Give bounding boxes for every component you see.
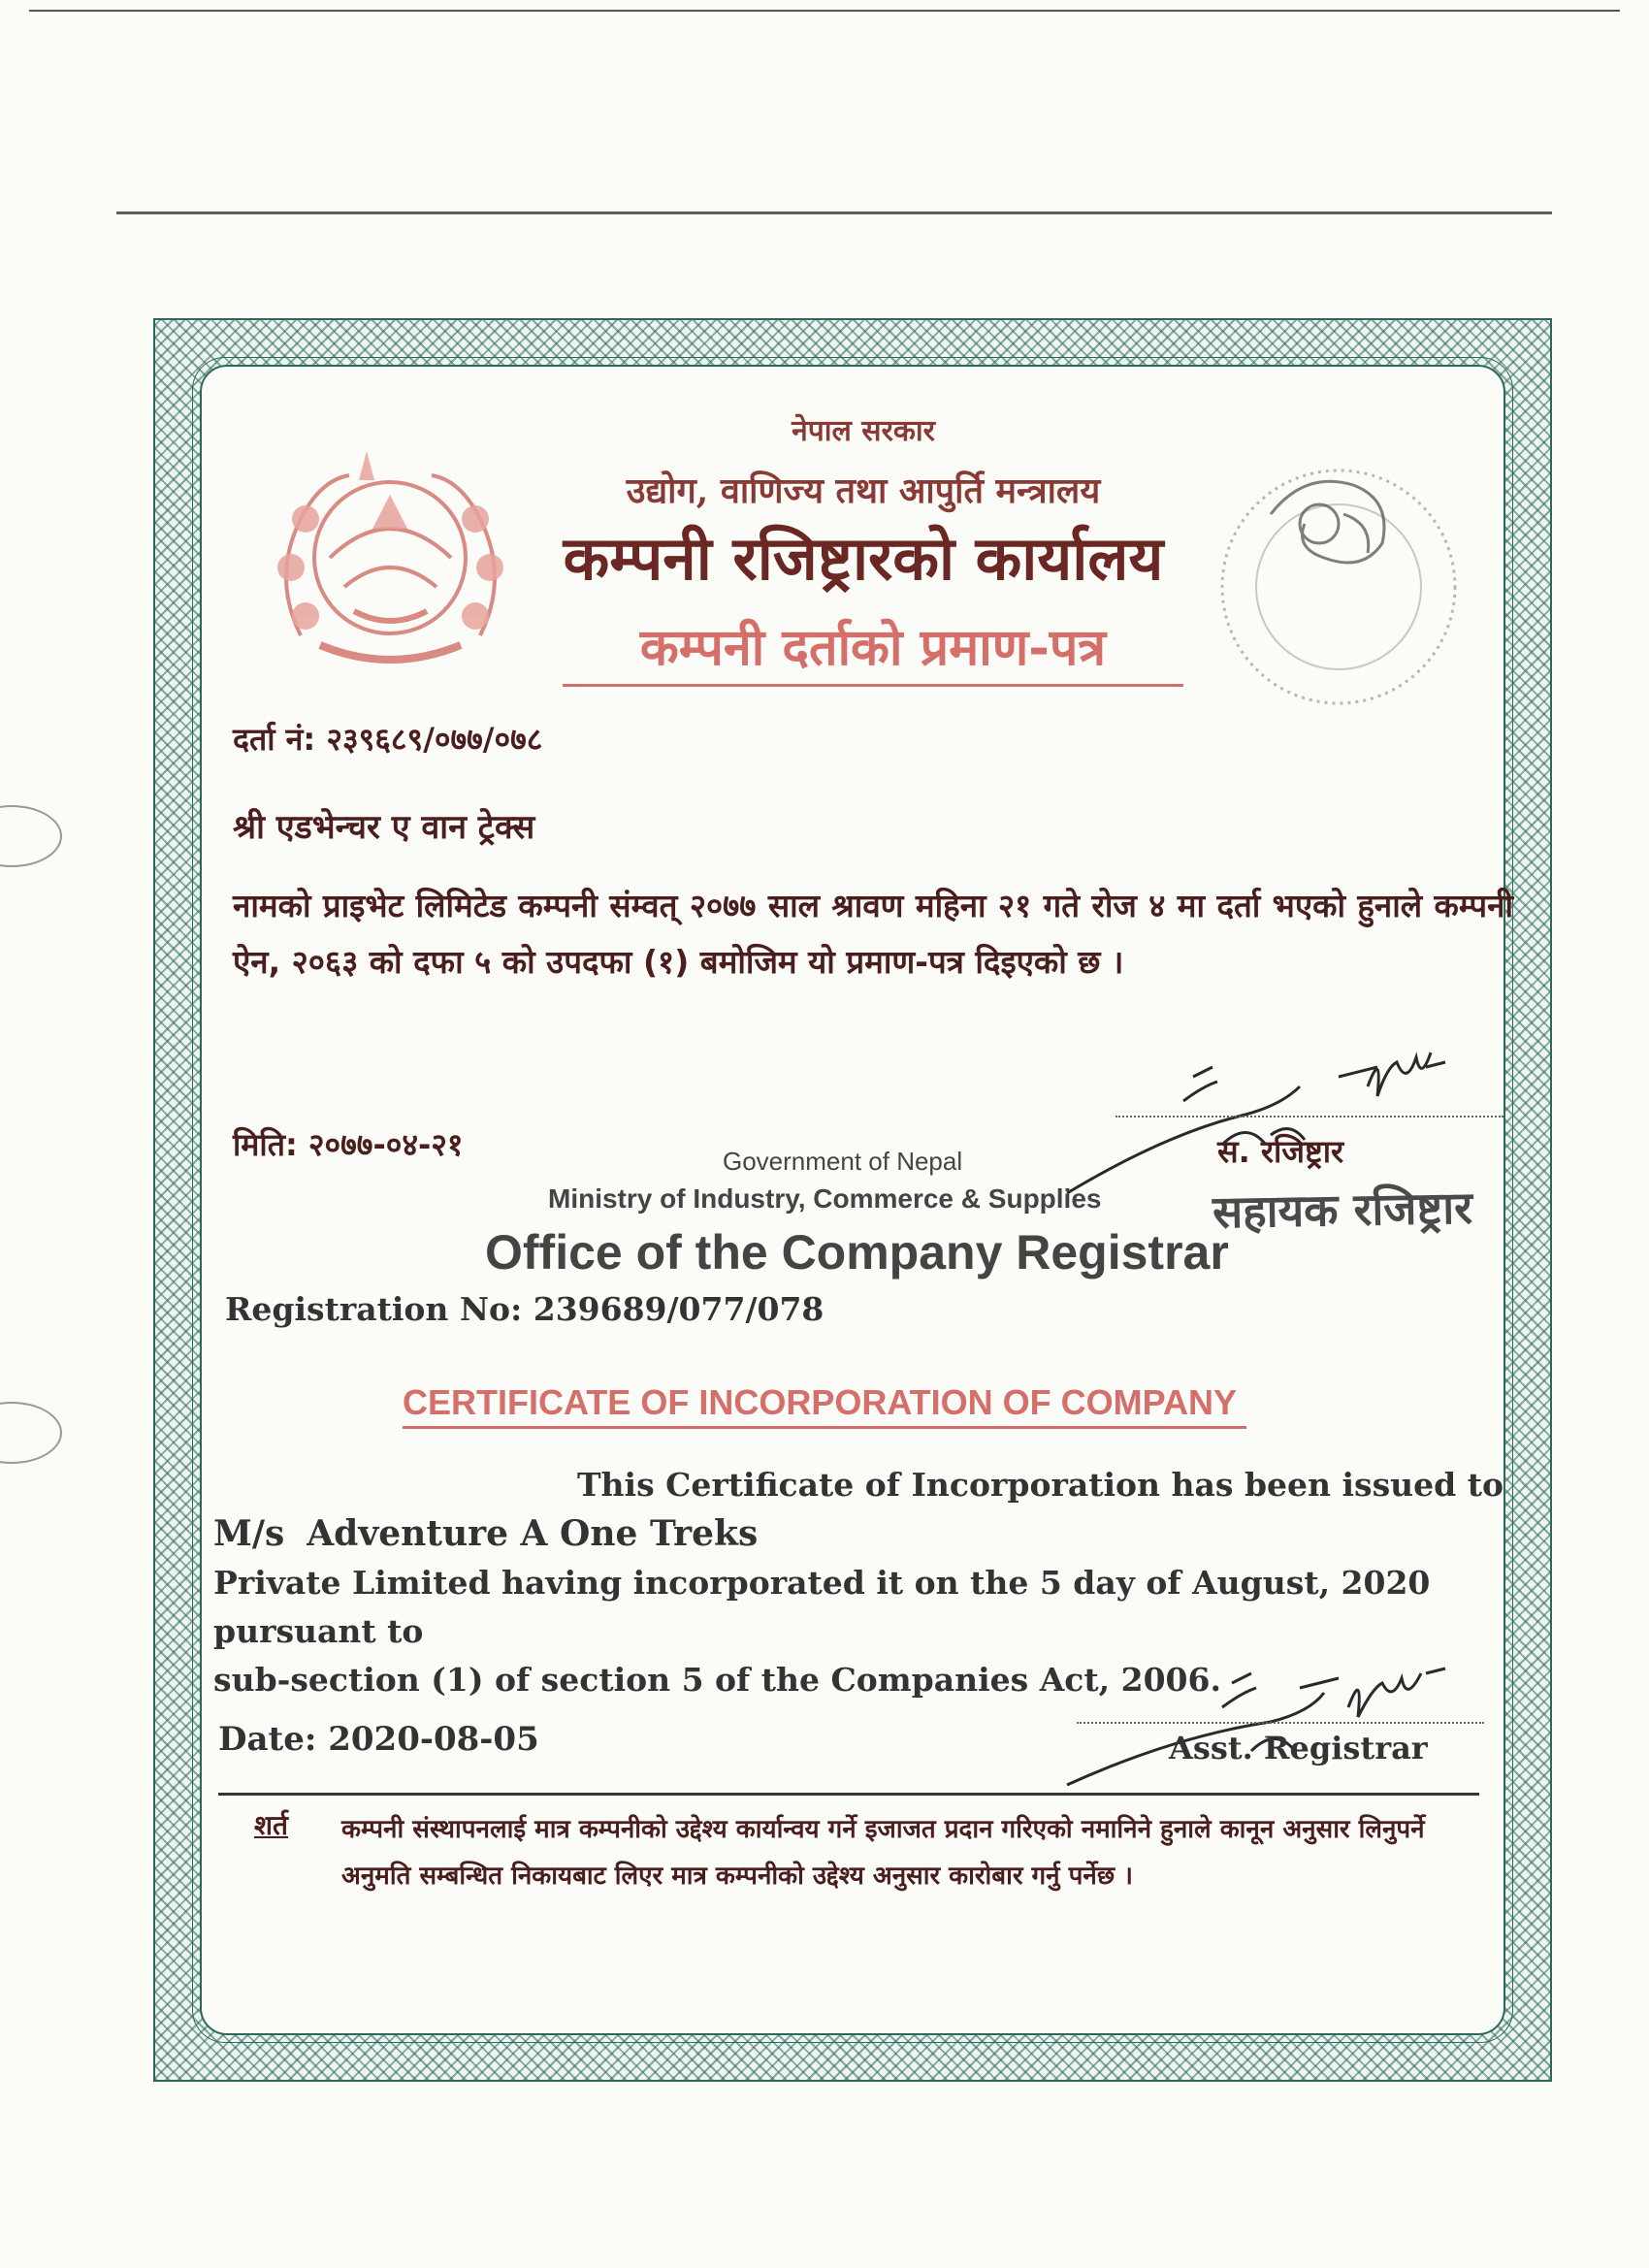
- certificate-title-en: CERTIFICATE OF INCORPORATION OF COMPANY: [403, 1382, 1246, 1429]
- addressee-np: श्री एडभेन्चर ए वान ट्रेक्स: [233, 808, 535, 847]
- scan-separator-line: [116, 211, 1552, 214]
- punch-hole: [0, 805, 62, 867]
- scan-top-line: [29, 10, 1620, 12]
- ministry-title-np: उद्योग, वाणिज्य तथा आपुर्ति मन्त्रालय: [626, 470, 1101, 511]
- body-line-4: sub-section (1) of section 5 of the Companies Act, 2006.: [213, 1661, 1221, 1699]
- office-title-np: कम्पनी रजिष्ट्रारको कार्यालय: [563, 523, 1164, 594]
- body-line-3: Private Limited having incorporated it on the 5 day of August, 2020 pursuant to: [213, 1564, 1431, 1650]
- company-name: Adventure A One Treks: [307, 1513, 759, 1554]
- gov-title-en: Government of Nepal: [723, 1147, 963, 1176]
- registration-number-en: Registration No: 239689/077/078: [225, 1290, 824, 1328]
- ministry-title-en: Ministry of Industry, Commerce & Supplies: [548, 1183, 1102, 1214]
- conditions-rule: [218, 1793, 1479, 1796]
- registrar-stamp-np: सहायक रजिष्ट्रार: [1212, 1181, 1473, 1239]
- company-prefix: M/s: [213, 1513, 285, 1554]
- gov-title-np: नेपाल सरकार: [792, 414, 935, 448]
- signature-line: [1077, 1722, 1484, 1724]
- conditions-label: शर्त: [254, 1809, 289, 1841]
- certificate-body-np: नामको प्राइभेट लिमिटेड कम्पनी संम्वत् २०७७ साल श्रावण महिना २१ गते रोज ४ मा दर्ता भएको हुनाले कम्पनी ऐन, २०६३ को दफा ५ को उपदफा (१) बमोजिम यो प्रमाण-पत्र दिइएको छ ।: [233, 887, 1513, 981]
- punch-hole: [0, 1402, 62, 1464]
- signatory-role-en: Asst. Registrar: [1169, 1730, 1428, 1766]
- conditions-text: कम्पनी संस्थापनलाई मात्र कम्पनीको उद्देश्य कार्यान्वय गर्ने इजाजत प्रदान गरिएको नमानिने हुनाले कानून अनुसार लिनुपर्ने अनुमति सम्बन्धित निकायबाट लिएर मात्र कम्पनीको उद्देश्य अनुसार कारोबार गर्नु पर्नेछ ।: [341, 1815, 1425, 1891]
- nepal-emblem-icon: [262, 441, 519, 674]
- body-line-1: This Certificate of Incorporation has been issued to: [576, 1466, 1504, 1504]
- date-np: मिति: २०७७-०४-२१: [233, 1126, 464, 1163]
- registration-number-np: दर्ता नं: २३९६८९/०७७/०७८: [233, 721, 543, 758]
- certificate-title-np: कम्पनी दर्ताको प्रमाण-पत्र: [563, 611, 1183, 687]
- signature-line: [1116, 1116, 1504, 1118]
- office-seal-icon: [1208, 456, 1470, 718]
- office-title-en: Office of the Company Registrar: [485, 1225, 1229, 1280]
- date-en: Date: 2020-08-05: [218, 1720, 539, 1759]
- signatory-role-np: स. रजिष्ट्रार: [1217, 1133, 1344, 1170]
